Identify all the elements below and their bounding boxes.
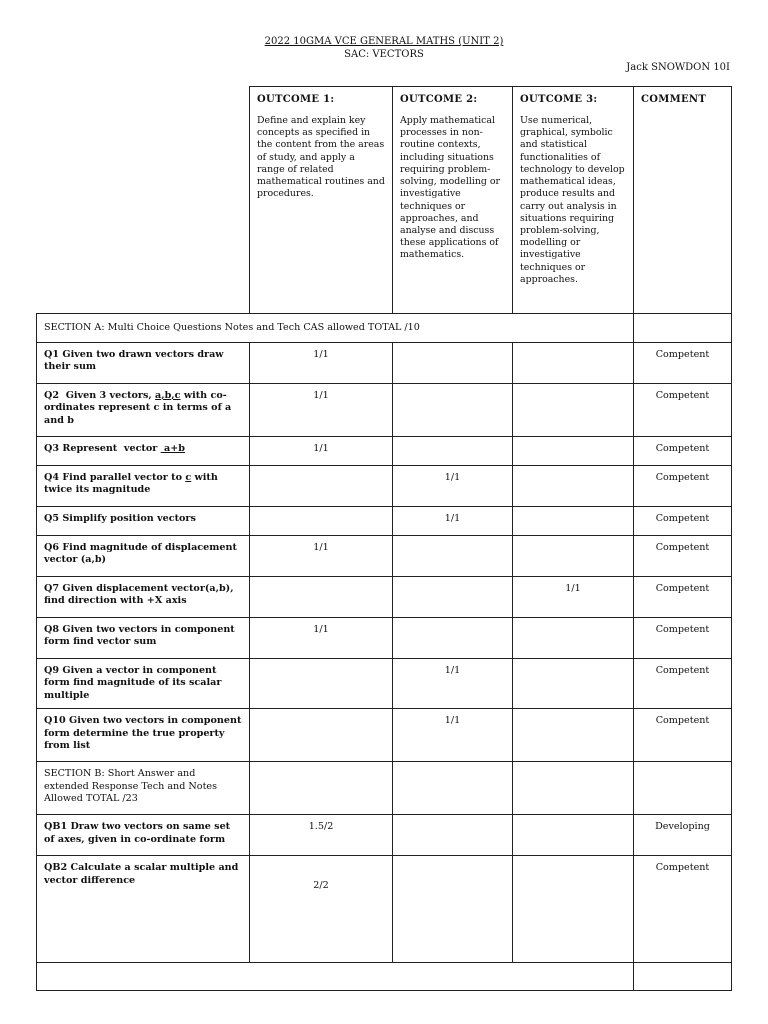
section-b-heading: SECTION B: Short Answer and extended Response Tech and Notes Allowed TOTAL /23 (37, 762, 250, 815)
question-label: QB1 Draw two vectors on same set of axes, given in co-ordinate form (37, 815, 250, 856)
assessment-table (36, 86, 732, 991)
comment-cell: Competent (634, 856, 732, 963)
outcome-2-mark: 1/1 (393, 709, 513, 762)
outcome-1-heading: OUTCOME 1: (257, 94, 335, 105)
comment-header-cell (634, 87, 732, 314)
outcome-2-mark (393, 762, 513, 815)
outcome-2-mark (393, 856, 513, 963)
outcome-2-mark (393, 437, 513, 466)
question-label: QB2 Calculate a scalar multiple and vector difference (37, 856, 250, 963)
table-row (37, 466, 732, 507)
outcome-1-description: Define and explain key concepts as specified in the content from the areas of study, and apply a range of related mathematical routines and procedures. (257, 115, 385, 200)
section-a-row (37, 314, 732, 343)
outcome-2-heading: OUTCOME 2: (400, 94, 478, 105)
table-row (37, 343, 732, 384)
document-subtitle: SAC: VECTORS (344, 49, 424, 60)
table-row (37, 384, 732, 437)
question-label: Q4 Find parallel vector to c with twice its magnitude (37, 466, 250, 507)
outcome-3-mark (513, 437, 634, 466)
outcome-3-mark (513, 618, 634, 659)
outcome-2-mark (393, 577, 513, 618)
comment-cell: Competent (634, 466, 732, 507)
outcome-1-mark (250, 659, 393, 709)
section-a-heading: SECTION A: Multi Choice Questions Notes and Tech CAS allowed TOTAL /10 (37, 314, 634, 343)
question-label: Q3 Represent vector a+b (37, 437, 250, 466)
outcome-1-cell (250, 87, 393, 314)
table-row (37, 507, 732, 536)
table-footer-row (37, 963, 732, 991)
outcome-2-cell (393, 87, 513, 314)
question-label: Q5 Simplify position vectors (37, 507, 250, 536)
outcome-3-description: Use numerical, graphical, symbolic and statistical functionalities of technology to develop mathematical ideas, produce results and carry out analysis in situations requiring problem-solving, modelling or investigative techniques or approaches. (520, 115, 625, 285)
outcome-3-mark (513, 536, 634, 577)
comment-cell (634, 762, 732, 815)
outcome-1-mark: 1/1 (250, 437, 393, 466)
table-row (37, 815, 732, 856)
section-b-row (37, 762, 732, 815)
student-name: Jack SNOWDON 10I (626, 62, 730, 73)
comment-cell: Competent (634, 536, 732, 577)
question-label: Q10 Given two vectors in component form determine the true property from list (37, 709, 250, 762)
outcome-1-mark: 2/2 (250, 856, 393, 963)
outcome-3-mark (513, 762, 634, 815)
outcome-1-mark (250, 762, 393, 815)
outcome-2-mark (393, 343, 513, 384)
comment-cell: Competent (634, 507, 732, 536)
outcome-3-mark (513, 709, 634, 762)
document-title: 2022 10GMA VCE GENERAL MATHS (UNIT 2) (264, 36, 504, 47)
question-label: Q6 Find magnitude of displacement vector (a,b) (37, 536, 250, 577)
outcome-3-mark (513, 466, 634, 507)
footer-comment-cell (634, 963, 732, 991)
outcome-3-mark (513, 507, 634, 536)
section-a-comment-cell (634, 314, 732, 343)
question-label: Q9 Given a vector in component form find magnitude of its scalar multiple (37, 659, 250, 709)
blank-corner-cell (37, 87, 250, 314)
outcome-3-mark (513, 384, 634, 437)
outcome-1-mark: 1/1 (250, 343, 393, 384)
question-label: Q8 Given two vectors in component form find vector sum (37, 618, 250, 659)
outcome-1-mark: 1/1 (250, 536, 393, 577)
outcome-2-mark: 1/1 (393, 466, 513, 507)
comment-cell: Competent (634, 437, 732, 466)
table-row (37, 618, 732, 659)
comment-cell: Competent (634, 384, 732, 437)
outcome-3-mark (513, 659, 634, 709)
question-label: Q1 Given two drawn vectors draw their sum (37, 343, 250, 384)
outcome-2-description: Apply mathematical processes in non-routine contexts, including situations requiring problem-solving, modelling or investigative techniques or approaches, and analyse and discuss these applications of mathematics. (400, 115, 500, 261)
comment-cell: Competent (634, 343, 732, 384)
outcome-3-mark: 1/1 (513, 577, 634, 618)
table-row (37, 536, 732, 577)
outcome-3-mark (513, 815, 634, 856)
outcome-2-mark (393, 384, 513, 437)
table-row (37, 659, 732, 709)
outcome-1-mark (250, 507, 393, 536)
table-row (37, 856, 732, 963)
outcome-1-mark (250, 709, 393, 762)
outcomes-header-row (37, 87, 732, 314)
table-row (37, 437, 732, 466)
outcome-3-mark (513, 856, 634, 963)
outcome-1-mark: 1/1 (250, 384, 393, 437)
outcome-3-heading: OUTCOME 3: (520, 94, 598, 105)
question-label: Q7 Given displacement vector(a,b), find direction with +X axis (37, 577, 250, 618)
comment-cell: Competent (634, 618, 732, 659)
table-row (37, 709, 732, 762)
outcome-1-mark (250, 466, 393, 507)
outcome-2-mark (393, 536, 513, 577)
outcome-2-mark (393, 815, 513, 856)
question-label: Q2 Given 3 vectors, a,b,c with co-ordinates represent c in terms of a and b (37, 384, 250, 437)
comment-cell: Developing (634, 815, 732, 856)
outcome-2-mark: 1/1 (393, 659, 513, 709)
comment-cell: Competent (634, 577, 732, 618)
outcome-1-mark (250, 577, 393, 618)
outcome-2-mark (393, 618, 513, 659)
outcome-2-mark: 1/1 (393, 507, 513, 536)
comment-heading: COMMENT (641, 94, 707, 105)
table-row (37, 577, 732, 618)
outcome-1-mark: 1/1 (250, 618, 393, 659)
comment-cell: Competent (634, 659, 732, 709)
footer-blank-cell (37, 963, 634, 991)
outcome-3-cell (513, 87, 634, 314)
outcome-3-mark (513, 343, 634, 384)
outcome-1-mark: 1.5/2 (250, 815, 393, 856)
comment-cell: Competent (634, 709, 732, 762)
